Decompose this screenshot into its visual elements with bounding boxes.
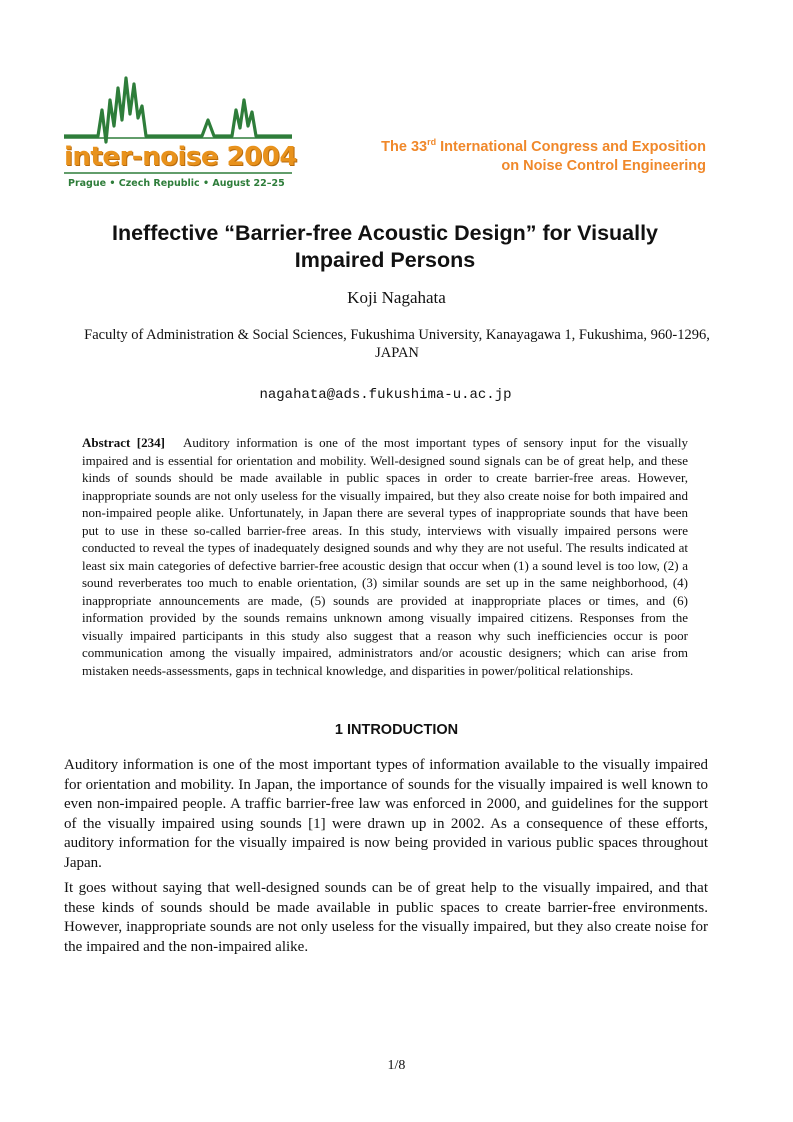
author-affiliation: Faculty of Administration & Social Sciences, Fukushima University, Kanayagawa 1, Fukushima, 960-1296, JAPAN (84, 327, 710, 361)
logo-wordmark: inter-noise 2004 (64, 142, 297, 172)
congress-heading (381, 138, 706, 176)
body-paragraph: Auditory information is one of the most important types of information available to the visually impaired for orientation and mobility. In Japan, the importance of sounds for the visually impaired is well known to even non-impaired people. A traffic barrier-free law was enforced in 2000, and guidelines for the support of the visually impaired using sounds [1] were drawn up in 2002. As a consequence of these efforts, auditory information for the visually impaired is now being provided in various public spaces throughout Japan. (64, 757, 708, 871)
skyline-waveform-icon (62, 70, 296, 194)
abstract-label: Abstract [234] (82, 435, 165, 450)
page-number: 1/8 (387, 1058, 406, 1073)
author-name: Koji Nagahata (347, 288, 446, 307)
congress-line-2: on Noise Control Engineering (501, 158, 706, 174)
author-email: nagahata@ads.fukushima-u.ac.jp (259, 387, 512, 403)
conference-logo (62, 70, 296, 194)
abstract-text: Auditory information is one of the most important types of sensory input for the visually impaired and is essential for orientation and mobility. Well-designed sound signals can be of great help, and these kinds of sounds should be made available in public spaces in order to create barrier-free areas. However, inappropriate sounds are not only useless for the visually impaired, but they also create noise for both impaired and non-impaired people alike. Unfortunately, in Japan there are several types of inappropriate sounds that have been put to use in these so-called barrier-free areas. In this study, interviews with visually impaired persons were conducted to reveal the types of inadequately designed sounds and why they are not useful. The results indicated at least six main categories of defective barrier-free acoustic design that occur when (1) a sound level is too low, (2) a sound reverberates too much to enable orientation, (3) similar sounds are set up in the same neighborhood, (4) inappropriate announcements are made, (5) sounds are provided at inappropriate places or times, and (6) information provided by the sounds remains unknown among visually impaired citizens. Responses from the visually impaired participants in this study also suggest that a reason why such inefficiencies occur is poor communication among the visually impaired, administrators and/or acoustic designers; which can arise from mistaken needs-assessments, gaps in technical knowledge, and disparities in power/political relationships. (82, 435, 688, 678)
paper-title: Ineffective “Barrier-free Acoustic Design” for Visually Impaired Persons (111, 221, 659, 272)
body-paragraph: It goes without saying that well-designed sounds can be of great help to the visually impaired, and that these kinds of sounds should be made available in public spaces to create barrier-free environments. However, inappropriate sounds are not only useless for the visually impaired, but they also create noise for the impaired and the non-impaired alike. (64, 880, 708, 955)
logo-subtitle: Prague • Czech Republic • August 22–25 (68, 178, 285, 189)
congress-line-1: The 33rd International Congress and Exposition (381, 137, 706, 155)
section-heading: 1 INTRODUCTION (334, 722, 459, 738)
abstract (82, 434, 688, 679)
